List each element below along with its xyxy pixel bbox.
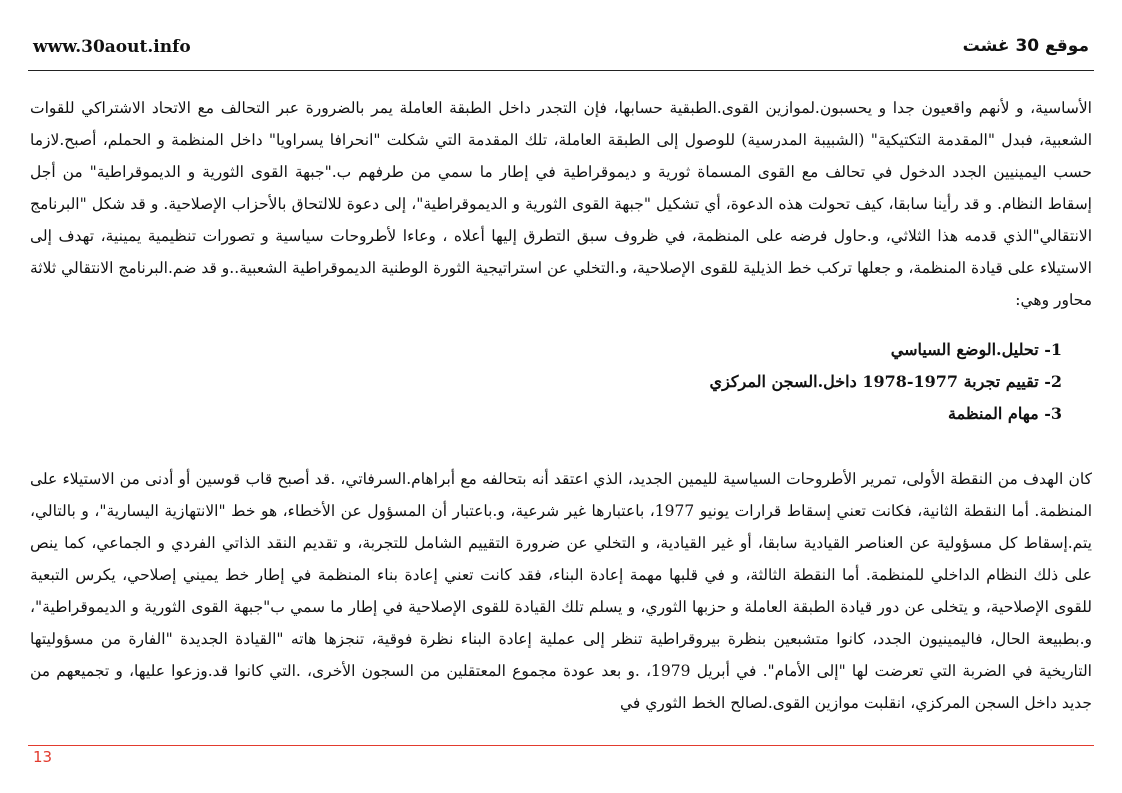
header-divider (28, 70, 1094, 71)
footer-divider (28, 745, 1094, 746)
site-title: موقع 30 غشت (962, 36, 1089, 56)
body-paragraph-1: الأساسية، و لأنهم واقعيون جدا و يحسبون.لموازين القوى.الطبقية حسابها، فإن التجدر داخل الطبقة العاملة يمر بالضرورة عبر التحالف مع الاتحاد الاشتراكي للقوات الشعبية، فبدل "المقدمة التكتيكية" (الشبيبة المدرسية) للوصول إلى الطبقة العاملة، تلك المقدمة التي شكلت "انحرافا يسراويا" داخل المنظمة و الحملم، أصبح.لازما حسب اليمينيين الجدد الدخول في تحالف مع القوى المسماة ثورية و ديموقراطية في إطار ما سمي من طرفهم ب."جبهة القوى الثورية و الديموقراطية" من أجل إسقاط النظام. و قد رأينا سابقا، كيف تحولت هذه الدعوة، أي تشكيل "جبهة القوى الثورية و الديموقراطية"، إلى دعوة للالتحاق بالأحزاب الإصلاحية. و قد شكل "البرنامج الانتقالي"الذي قدمه هذا الثلاثي، و.حاول فرضه على المنظمة، في ظروف سبق التطرق إليها أعلاه ، وعاءا لأطروحات سياسية و تصورات تنظيمية يمينية، تهدف إلى الاستيلاء على قيادة المنظمة، و جعلها تركب خط الذيلية للقوى الإصلاحية، و.التخلي عن استراتيجية الثورة الوطنية الديموقراطية الشعبية..و قد ضم.البرنامج الانتقالي ثلاثة محاور وهي: (30, 99, 1092, 309)
list-item: 2- تقييم تجربة 1977-1978 داخل.السجن المركزي (709, 372, 1062, 391)
list-item: 1- تحليل.الوضع السياسي (890, 340, 1062, 359)
program-axes-list (30, 334, 1092, 430)
site-url[interactable]: www.30aout.info (33, 37, 191, 57)
page-number: 13 (33, 748, 53, 766)
body-paragraph-2: كان الهدف من النقطة الأولى، تمرير الأطروحات السياسية لليمين الجديد، الذي اعتقد أنه بتحالفه مع أبراهام.السرفاتي، .قد أصبح قاب قوسين أو أدنى من الاستيلاء على المنظمة. أما النقطة الثانية، فكانت تعني إسقاط قرارات يونيو 1977، باعتبارها غير شرعية، و.باعتبار أن المسؤول عن الأخطاء، هو خط "الانتهازية اليسارية"، و بالتالي، يتم.إسقاط كل مسؤولية عن العناصر القيادية سابقا، أو غير القيادية، و التخلي عن ضرورة التقييم الشامل للتجربة، و تقديم النقد الذاتي الفردي و الجماعي، كما ينص على ذلك النظام الداخلي للمنظمة. أما النقطة الثالثة، و في قلبها مهمة إعادة البناء، فقد كانت تعني إعادة بناء المنظمة في إطار خط يميني إصلاحي، يكرس التبعية للقوى الإصلاحية، و يتخلى عن دور قيادة الطبقة العاملة و حزبها الثوري، و يسلم تلك القيادة للقوى الإصلاحية في إطار ما سمي ب"جبهة القوى الثورية و الديموقراطية"، و.بطبيعة الحال، فاليمينيون الجدد، كانوا متشبعين بنظرة بيروقراطية تنظر إلى عملية إعادة البناء نظرة فوقية، تنجزها هاته "القيادة الجديدة "الفارة من مسؤوليتها التاريخية في الضربة التي تعرضت لها "إلى الأمام". في أبريل 1979، .و بعد عودة مجموع المعتقلين من السجون الأخرى، .التي كانوا قد.وزعوا عليها، و تجميعهم من جديد داخل السجن المركزي، انقلبت موازين القوى.لصالح الخط الثوري في (30, 470, 1092, 712)
list-item: 3- مهام المنظمة (948, 404, 1062, 423)
document-body (30, 92, 1092, 719)
